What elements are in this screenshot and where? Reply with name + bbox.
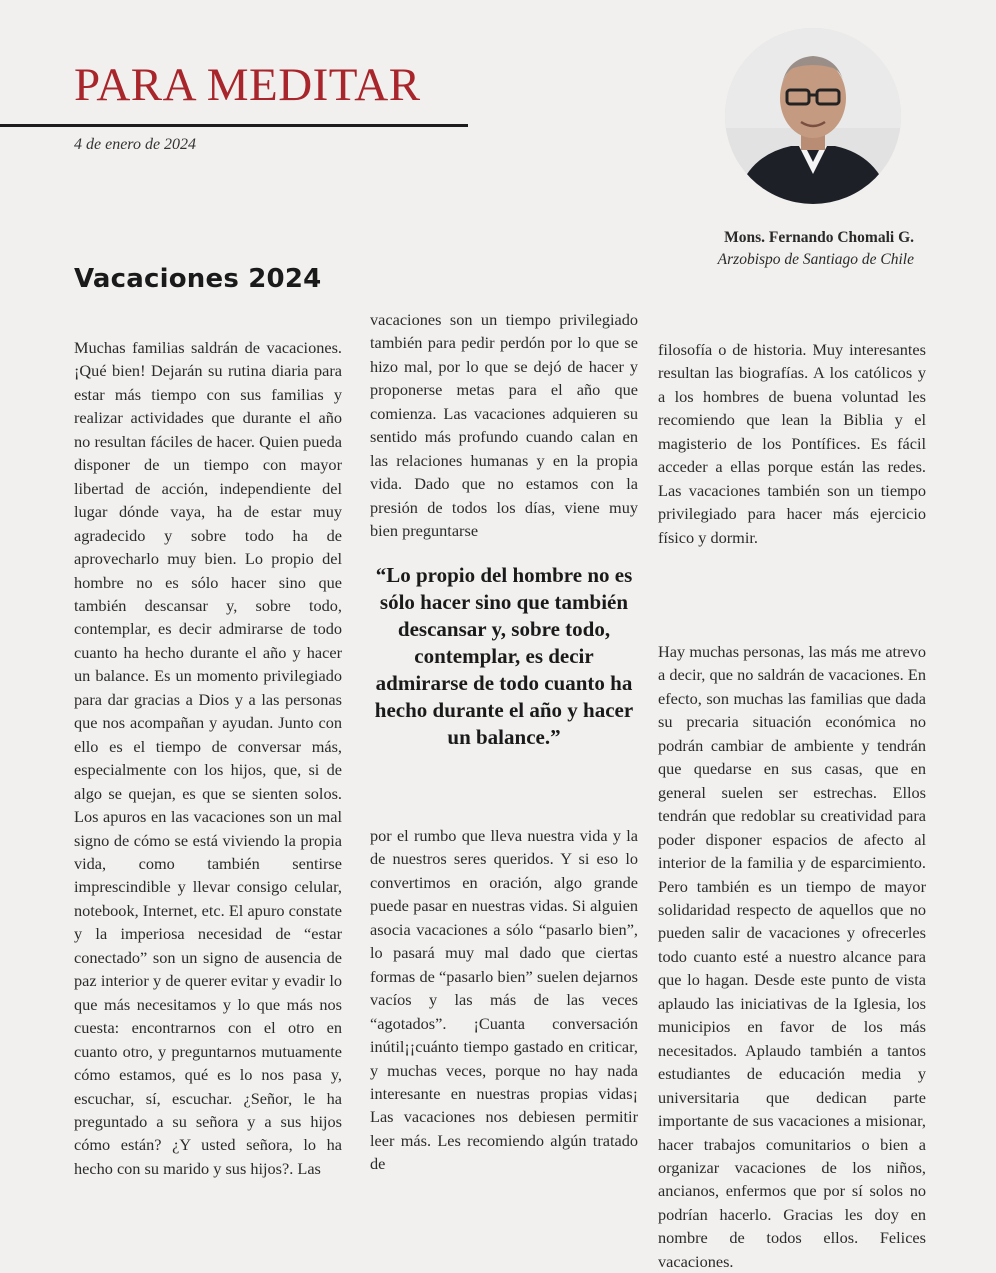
column-3-bottom (658, 640, 926, 1273)
column-2-bottom (370, 824, 638, 1176)
paragraph: por el rumbo que lleva nuestra vida y la de nuestros seres queridos. Y si eso lo convertimos en oración, algo grande puede pasar en nuestras vidas. Si alguien asocia vacaciones a sólo “pasarlo bien”, lo pasará muy mal dado que ciertas formas de “pasarlo bien” suelen dejarnos vacíos y las más de las veces “agotados”. ¡Cuanta conversación inútil¡¡cuánto tiempo gastado en criticar, y muchas veces, porque no hay nada interesante en nuestras propias vidas¡ Las vacaciones nos debiesen permitir leer más. Les recomiendo algún tratado de (370, 826, 638, 1174)
author-portrait-image (725, 28, 901, 204)
author-name: Mons. Fernando Chomali G. (724, 229, 914, 246)
author-role: Arzobispo de Santiago de Chile (717, 251, 914, 268)
paragraph: vacaciones son un tiempo privilegiado también para pedir perdón por lo que se hizo mal, por lo que se dejó de hacer y proponerse metas para el año que comienza. Las vacaciones adquieren su sentido más profundo cuando calan en las relaciones humanas y en la propia vida. Dado que no estamos con la presión de todos los días, viene muy bien preguntarse (370, 310, 638, 541)
column-3-top (658, 338, 926, 549)
author-photo (725, 28, 901, 204)
publication-date: 4 de enero de 2024 (74, 136, 197, 153)
column-1 (74, 336, 342, 1180)
pull-quote: “Lo propio del hombre no es sólo hacer sino que también descansar y, sobre todo, contemplar, es decir admirarse de todo cuanto ha hecho durante el año y hacer un balance.” (374, 563, 634, 749)
paragraph: Muchas familias saldrán de vacaciones. ¡Qué bien! Dejarán su rutina diaria para estar más tiempo con sus familias y realizar actividades que durante el año no resultan fáciles de hacer. Quien pueda disponer de un tiempo con mayor libertad de acción, independiente del lugar dónde vaya, ha de estar muy agradecido y sobre todo ha de aprovecharlo muy bien. Lo propio del hombre no es sólo hacer sino que también descansar y, sobre todo, contemplar, es decir admirarse de todo cuanto ha hecho durante el año y hacer un balance. Es un momento privilegiado para dar gracias a Dios y a las personas que nos acompañan y ayudan. Junto con ello es el tiempo de conversar más, especialmente con los hijos, que, si de algo se quejan, es que se sienten solos. Los apuros en las vacaciones son un mal signo de cómo se está viviendo la propia vida, como también sentirse imprescindible y llevar consigo celular, notebook, Internet, etc. El apuro constate y la imperiosa necesidad de “estar conectado” son un signo de ausencia de paz interior y de querer evitar y evadir lo que más necesitamos y lo que más nos cuesta: encontrarnos con el otro en cuanto otro, y preguntarnos mutuamente cómo estamos, qué es lo nos pasa y, escuchar, sí, escuchar. ¿Señor, le ha preguntado a su señora y a sus hijos cómo están? ¿Y usted señora, lo ha hecho con su marido y sus hijos?. Las (74, 338, 342, 1178)
header-rule (0, 124, 468, 127)
article-title: Vacaciones 2024 (74, 264, 322, 294)
paragraph: filosofía o de historia. Muy interesantes resultan las biografías. A los católicos y a los hombres de buena voluntad les recomiendo que lean la Biblia y el magisterio de los Pontífices. Es fácil acceder a ellas porque están las redes. Las vacaciones también son un tiempo privilegiado para hacer más ejercicio físico y dormir. (658, 340, 926, 547)
column-2-top (370, 308, 638, 543)
section-title: PARA MEDITAR (74, 59, 421, 111)
paragraph: Hay muchas personas, las más me atrevo a decir, que no saldrán de vacaciones. En efecto, son muchas las familias que dada su precaria situación económica no podrán cambiar de ambiente y tendrán que quedarse en sus casas, que en general suelen ser estrechas. Ellos tendrán que redoblar su creatividad para poder disponer espacios de afecto al interior de la familia y de esparcimiento. Pero también es un tiempo de mayor solidaridad respecto de aquellos que no pueden salir de vacaciones y ofrecerles todo cuanto esté a nuestro alcance para que lo hagan. Desde este punto de vista aplaudo las iniciativas de la Iglesia, los municipios en favor de los más necesitados. Aplaudo también a tantos estudiantes de educación media y universitaria que dedican parte importante de sus vacaciones a misionar, hacer trabajos comunitarios o bien a organizar vacaciones de los niños, ancianos, enfermos que por sí solos no podrían hacerlo. Gracias les doy en nombre de todos ellos. Felices vacaciones. (658, 642, 926, 1271)
